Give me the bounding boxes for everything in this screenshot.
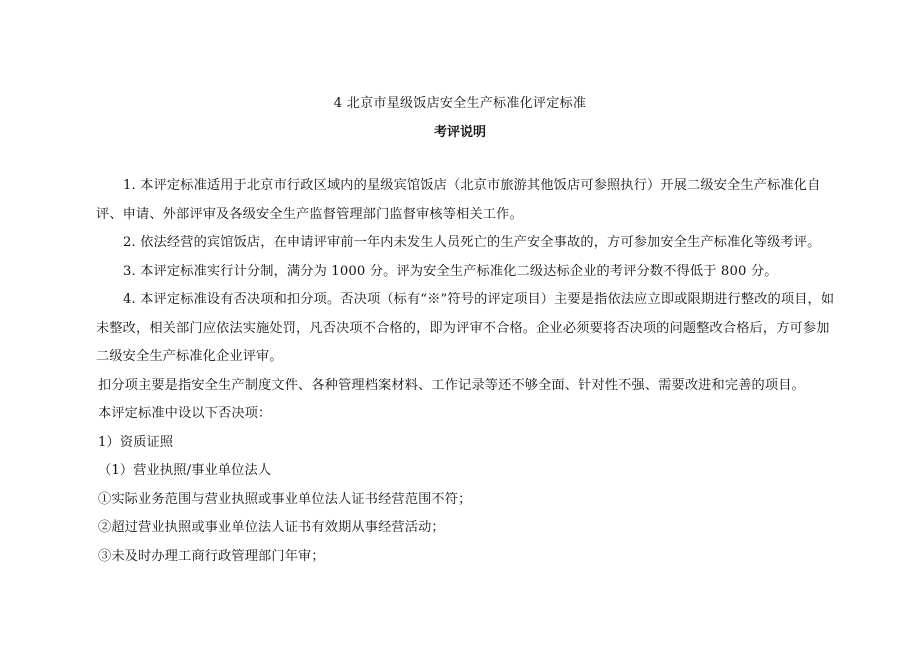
list-item-scope-mismatch: ①实际业务范围与营业执照或事业单位法人证书经营范围不符； [98,491,472,507]
document-body [96,172,838,571]
list-item-expired-license: ②超过营业执照或事业单位法人证书有效期从事经营活动； [98,520,445,535]
paragraph-eligibility: 2. 依法经营的宾馆饭店，在申请评审前一年内未发生人员死亡的生产安全事故的，方可参加安全生产标准化等级考评。 [123,235,821,250]
list-item-annual-review: ③未及时办理工商行政管理部门年审； [98,548,325,564]
list-item-qualification: 1）资质证照 [98,434,174,450]
paragraph-veto-intro: 本评定标准中设以下否决项： [98,406,272,421]
paragraph-scope: 1. 本评定标准适用于北京市行政区域内的星级宾馆饭店（北京市旅游其他饭店可参照执行）开展二级安全生产标准化自评、申请、外部评审及各级安全生产监督管理部门监督审核等相关工作。 [96,178,821,222]
document-subtitle: 考评说明 [433,125,486,140]
document-title: 4 北京市星级饭店安全生产标准化评定标准 [333,96,587,111]
paragraph-deduction-items: 扣分项主要是指安全生产制度文件、各种管理档案材料、工作记录等还不够全面、针对性不强、需要改进和完善的项目。 [98,377,805,393]
paragraph-scoring: 3. 本评定标准实行计分制，满分为 1000 分。评为安全生产标准化二级达标企业的考评分数不得低于 800 分。 [123,263,778,279]
paragraph-veto-items: 4. 本评定标准设有否决项和扣分项。否决项（标有“※”符号的评定项目）主要是指依法应立即或限期进行整改的项目，如未整改，相关部门应依法实施处罚，凡否决项不合格的，即为评审不合格。企业必须要将否决项的问题整改合格后，方可参加二级安全生产标准化企业评审。 [96,292,835,364]
list-item-business-license: （1）营业执照/事业单位法人 [98,463,272,478]
